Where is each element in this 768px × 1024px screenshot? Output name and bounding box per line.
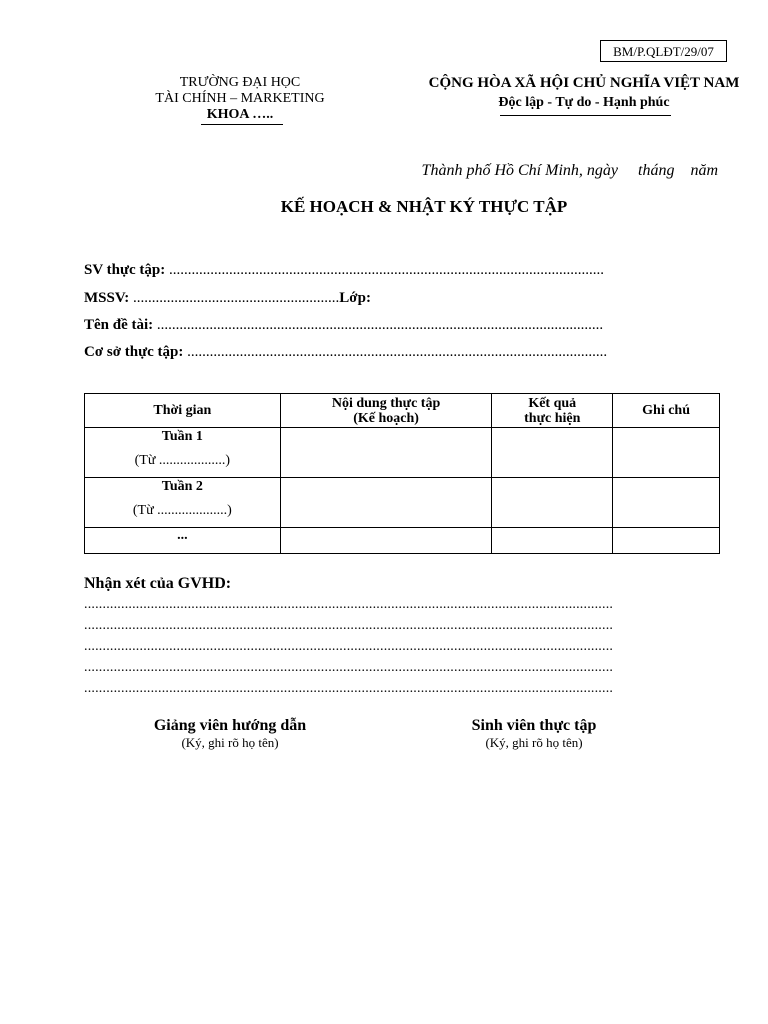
plan-table — [84, 393, 720, 554]
week-cell — [85, 478, 281, 528]
remark-line: ............................................................................................................................................... — [84, 681, 614, 696]
form-code: BM/P.QLĐT/29/07 — [600, 40, 727, 62]
nation-motto: Độc lập - Tự do - Hạnh phúc — [498, 95, 670, 110]
place-date: Thành phố Hồ Chí Minh, ngày tháng năm — [421, 162, 718, 179]
note-cell[interactable] — [613, 428, 720, 478]
student-label: SV thực tập: — [84, 262, 166, 278]
mssv-dots: ....................................................... — [129, 290, 340, 306]
advisor-title: Giảng viên hướng dẫn — [153, 717, 307, 734]
content-cell[interactable] — [280, 428, 492, 478]
faculty-underline — [201, 124, 283, 125]
remark-line: ............................................................................................................................................... — [84, 639, 614, 654]
result-cell[interactable] — [492, 528, 613, 554]
result-cell[interactable] — [492, 428, 613, 478]
base-dots: ................................................................................................................ — [183, 344, 608, 360]
advisor-signature — [110, 717, 350, 751]
advisor-note: (Ký, ghi rõ họ tên) — [181, 735, 279, 750]
week-cell — [85, 428, 281, 478]
table-row — [85, 428, 720, 478]
week-label: Tuần 1 — [161, 429, 203, 444]
table-header-row — [85, 394, 720, 428]
remark-line: ............................................................................................................................................... — [84, 618, 614, 633]
note-cell[interactable] — [613, 528, 720, 554]
student-signature — [414, 717, 654, 751]
topic-line — [84, 317, 603, 334]
table-row — [85, 528, 720, 554]
motto-underline — [500, 115, 671, 116]
base-line — [84, 344, 607, 361]
school-header — [130, 75, 350, 123]
result-cell[interactable] — [492, 478, 613, 528]
faculty-label: KHOA ….. — [206, 107, 274, 122]
header-result — [492, 394, 613, 428]
mssv-line — [84, 290, 371, 307]
note-cell[interactable] — [613, 478, 720, 528]
header-result-line2: thực hiện — [524, 410, 581, 426]
nation-title: CỘNG HÒA XÃ HỘI CHỦ NGHĨA VIỆT NAM — [428, 75, 740, 91]
remarks-title: Nhận xét của GVHD: — [84, 575, 232, 592]
header-time: Thời gian — [85, 394, 281, 428]
document-title: KẾ HOẠCH & NHẬT KÝ THỰC TẬP — [280, 197, 568, 216]
ellipsis-cell: ... — [85, 528, 281, 554]
student-dots: .................................................................................................................... — [165, 262, 604, 278]
header-note: Ghi chú — [613, 394, 720, 428]
nation-header — [418, 74, 750, 112]
base-label: Cơ sở thực tập: — [84, 344, 184, 360]
header-content — [280, 394, 492, 428]
header-content-line1: Nội dung thực tập — [331, 395, 441, 411]
week-date: (Từ ...................) — [134, 453, 231, 468]
class-label: Lớp: — [339, 290, 371, 306]
student-title: Sinh viên thực tập — [471, 717, 597, 734]
mssv-label: MSSV: — [84, 290, 130, 306]
week-label: Tuần 2 — [161, 479, 203, 494]
content-cell[interactable] — [280, 478, 492, 528]
school-name-line2: TÀI CHÍNH – MARKETING — [155, 91, 325, 106]
student-line — [84, 262, 604, 279]
header-content-line2: (Kế hoạch) — [353, 410, 419, 426]
topic-dots: ....................................................................................................................... — [153, 317, 604, 333]
table-row — [85, 478, 720, 528]
school-name-line1: TRƯỜNG ĐẠI HỌC — [179, 75, 301, 90]
content-cell[interactable] — [280, 528, 492, 554]
topic-label: Tên đề tài: — [84, 317, 154, 333]
remark-line: ............................................................................................................................................... — [84, 597, 614, 612]
student-note: (Ký, ghi rõ họ tên) — [485, 735, 583, 750]
remark-line: ............................................................................................................................................... — [84, 660, 614, 675]
week-date: (Từ ....................) — [132, 503, 232, 518]
header-result-line1: Kết quả — [528, 395, 577, 411]
